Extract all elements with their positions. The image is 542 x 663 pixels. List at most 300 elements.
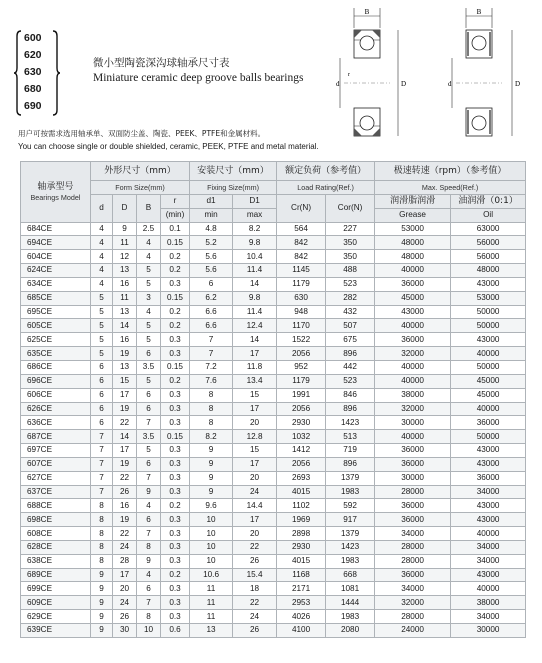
cell-cr: 952 bbox=[277, 360, 326, 374]
col-d: d bbox=[91, 194, 113, 222]
cell-d: 9 bbox=[91, 596, 113, 610]
cell-cr: 2898 bbox=[277, 527, 326, 541]
cell-r: 0.3 bbox=[161, 554, 190, 568]
cell-grease-speed: 34000 bbox=[375, 527, 451, 541]
cell-d: 9 bbox=[91, 568, 113, 582]
cell-D: 26 bbox=[113, 485, 137, 499]
cell-D: 16 bbox=[113, 333, 137, 347]
cell-cr: 1145 bbox=[277, 264, 326, 278]
cell-D: 11 bbox=[113, 236, 137, 250]
cell-cor: 432 bbox=[326, 305, 375, 319]
table-row bbox=[21, 554, 526, 568]
cell-r: 0.3 bbox=[161, 540, 190, 554]
cell-r: 0.15 bbox=[161, 360, 190, 374]
note-english: You can choose single or double shielded, ceramic, PEEK, PTFE and metal material. bbox=[18, 142, 319, 151]
cell-oil-speed: 40000 bbox=[451, 402, 526, 416]
cell-cr: 2693 bbox=[277, 471, 326, 485]
cell-oil-speed: 63000 bbox=[451, 222, 526, 236]
cell-D1: 10.4 bbox=[233, 250, 277, 264]
right-brace-icon bbox=[52, 30, 60, 116]
cell-model: 624CE bbox=[21, 264, 91, 278]
cell-d1: 10 bbox=[190, 527, 233, 541]
cell-D1: 22 bbox=[233, 596, 277, 610]
cell-grease-speed: 40000 bbox=[375, 319, 451, 333]
cell-B: 6 bbox=[137, 582, 161, 596]
cell-model: 688CE bbox=[21, 499, 91, 513]
cell-cr: 1991 bbox=[277, 388, 326, 402]
note-chinese: 用户可按需求选用轴承单、双面防尘盖、陶瓷、PEEK、PTFE和金属材料。 bbox=[18, 129, 266, 138]
cell-d1: 10 bbox=[190, 513, 233, 527]
load-rating-header-en: Load Rating(Ref.) bbox=[297, 182, 354, 192]
cell-D: 16 bbox=[113, 499, 137, 513]
cell-cor: 513 bbox=[326, 430, 375, 444]
cell-model: 685CE bbox=[21, 291, 91, 305]
cell-model: 699CE bbox=[21, 582, 91, 596]
series-item: 630 bbox=[24, 66, 42, 78]
cell-r: 0.2 bbox=[161, 568, 190, 582]
cell-D1: 15 bbox=[233, 388, 277, 402]
series-item: 620 bbox=[24, 49, 42, 61]
model-header bbox=[21, 162, 91, 223]
cell-cr: 842 bbox=[277, 250, 326, 264]
cell-B: 5 bbox=[137, 277, 161, 291]
cell-cor: 1081 bbox=[326, 582, 375, 596]
cell-B: 10 bbox=[137, 624, 161, 638]
cell-r: 0.3 bbox=[161, 610, 190, 624]
load-rating-header-cn: 额定负荷（参考值） bbox=[285, 166, 367, 176]
col-r-sub: (min) bbox=[161, 208, 190, 222]
cell-cr: 564 bbox=[277, 222, 326, 236]
cell-B: 3 bbox=[137, 291, 161, 305]
series-list bbox=[24, 30, 42, 115]
cell-model: 698CE bbox=[21, 513, 91, 527]
cell-d: 5 bbox=[91, 347, 113, 361]
cell-D: 9 bbox=[113, 222, 137, 236]
cell-cor: 1423 bbox=[326, 416, 375, 430]
cell-B: 6 bbox=[137, 347, 161, 361]
col-grease-en: Grease bbox=[375, 208, 451, 222]
cell-oil-speed: 34000 bbox=[451, 540, 526, 554]
cell-D: 14 bbox=[113, 319, 137, 333]
cell-oil-speed: 50000 bbox=[451, 360, 526, 374]
cell-d1: 13 bbox=[190, 624, 233, 638]
table-row bbox=[21, 291, 526, 305]
model-header-cn: 轴承型号 bbox=[37, 182, 74, 193]
cell-cr: 1412 bbox=[277, 444, 326, 458]
table-row bbox=[21, 388, 526, 402]
dim-D-label: D bbox=[401, 80, 407, 88]
cell-cr: 948 bbox=[277, 305, 326, 319]
cell-D1: 17 bbox=[233, 347, 277, 361]
cell-model: 639CE bbox=[21, 624, 91, 638]
table-row bbox=[21, 471, 526, 485]
cell-r: 0.3 bbox=[161, 277, 190, 291]
cell-D: 11 bbox=[113, 291, 137, 305]
cell-d: 6 bbox=[91, 402, 113, 416]
cell-oil-speed: 40000 bbox=[451, 527, 526, 541]
cell-r: 0.3 bbox=[161, 527, 190, 541]
cell-B: 5 bbox=[137, 374, 161, 388]
cell-oil-speed: 43000 bbox=[451, 277, 526, 291]
cell-B: 7 bbox=[137, 596, 161, 610]
cell-B: 3.5 bbox=[137, 430, 161, 444]
cell-d: 8 bbox=[91, 540, 113, 554]
cell-d1: 10 bbox=[190, 554, 233, 568]
cell-d1: 6.6 bbox=[190, 319, 233, 333]
cell-grease-speed: 34000 bbox=[375, 582, 451, 596]
cell-d1: 7 bbox=[190, 333, 233, 347]
cell-d: 8 bbox=[91, 513, 113, 527]
cell-cor: 282 bbox=[326, 291, 375, 305]
cell-oil-speed: 43000 bbox=[451, 499, 526, 513]
cell-B: 8 bbox=[137, 540, 161, 554]
cell-D: 16 bbox=[113, 277, 137, 291]
cell-cr: 2953 bbox=[277, 596, 326, 610]
cell-B: 5 bbox=[137, 319, 161, 333]
cell-B: 4 bbox=[137, 236, 161, 250]
cell-D: 13 bbox=[113, 360, 137, 374]
form-size-header bbox=[91, 162, 190, 181]
cell-cor: 442 bbox=[326, 360, 375, 374]
cell-cr: 1179 bbox=[277, 374, 326, 388]
cell-oil-speed: 38000 bbox=[451, 596, 526, 610]
cell-oil-speed: 45000 bbox=[451, 388, 526, 402]
cell-d: 8 bbox=[91, 554, 113, 568]
cell-oil-speed: 36000 bbox=[451, 471, 526, 485]
cell-d: 4 bbox=[91, 250, 113, 264]
cell-grease-speed: 45000 bbox=[375, 291, 451, 305]
cell-r: 0.3 bbox=[161, 388, 190, 402]
cell-D1: 14 bbox=[233, 277, 277, 291]
dim-r-label: r bbox=[348, 72, 350, 78]
cell-D: 19 bbox=[113, 402, 137, 416]
series-brace bbox=[14, 30, 54, 120]
form-size-header-en: Form Size(mm) bbox=[115, 182, 165, 192]
cell-r: 0.3 bbox=[161, 582, 190, 596]
cell-D: 22 bbox=[113, 471, 137, 485]
cell-model: 684CE bbox=[21, 222, 91, 236]
cell-D1: 14.4 bbox=[233, 499, 277, 513]
col-oil-cn: 油润滑（0:1） bbox=[458, 196, 518, 207]
cell-d: 5 bbox=[91, 333, 113, 347]
cell-D: 19 bbox=[113, 347, 137, 361]
table-row bbox=[21, 568, 526, 582]
cell-D: 13 bbox=[113, 305, 137, 319]
cell-oil-speed: 43000 bbox=[451, 333, 526, 347]
bearing-section-diagram-shielded bbox=[440, 6, 532, 146]
cell-grease-speed: 48000 bbox=[375, 250, 451, 264]
cell-cor: 675 bbox=[326, 333, 375, 347]
cell-D: 19 bbox=[113, 457, 137, 471]
cell-grease-speed: 36000 bbox=[375, 277, 451, 291]
cell-model: 696CE bbox=[21, 374, 91, 388]
cell-d1: 9 bbox=[190, 444, 233, 458]
table-row bbox=[21, 610, 526, 624]
cell-grease-speed: 38000 bbox=[375, 388, 451, 402]
col-r: r bbox=[161, 194, 190, 208]
series-item: 600 bbox=[24, 32, 42, 44]
cell-model: 626CE bbox=[21, 402, 91, 416]
cell-r: 0.2 bbox=[161, 264, 190, 278]
cell-d1: 11 bbox=[190, 596, 233, 610]
cell-cor: 1379 bbox=[326, 527, 375, 541]
cell-B: 7 bbox=[137, 471, 161, 485]
cell-r: 0.2 bbox=[161, 319, 190, 333]
cell-oil-speed: 53000 bbox=[451, 291, 526, 305]
cell-d1: 7.6 bbox=[190, 374, 233, 388]
cell-D1: 11.8 bbox=[233, 360, 277, 374]
cell-grease-speed: 40000 bbox=[375, 360, 451, 374]
cell-B: 8 bbox=[137, 610, 161, 624]
table-row bbox=[21, 485, 526, 499]
cell-r: 0.3 bbox=[161, 457, 190, 471]
cell-d: 8 bbox=[91, 499, 113, 513]
cell-cor: 592 bbox=[326, 499, 375, 513]
cell-oil-speed: 43000 bbox=[451, 568, 526, 582]
cell-d1: 6.2 bbox=[190, 291, 233, 305]
cell-model: 607CE bbox=[21, 457, 91, 471]
dim-d-label: d bbox=[448, 80, 452, 88]
cell-D1: 24 bbox=[233, 485, 277, 499]
cell-D: 24 bbox=[113, 596, 137, 610]
cell-B: 6 bbox=[137, 402, 161, 416]
cell-d1: 8.2 bbox=[190, 430, 233, 444]
table-row bbox=[21, 347, 526, 361]
cell-cor: 1444 bbox=[326, 596, 375, 610]
cell-r: 0.3 bbox=[161, 596, 190, 610]
cell-B: 4 bbox=[137, 250, 161, 264]
cell-D: 13 bbox=[113, 264, 137, 278]
dim-B-label: B bbox=[476, 8, 482, 16]
cell-D: 17 bbox=[113, 444, 137, 458]
cell-B: 9 bbox=[137, 554, 161, 568]
cell-D1: 17 bbox=[233, 402, 277, 416]
cell-D1: 14 bbox=[233, 333, 277, 347]
cell-B: 6 bbox=[137, 457, 161, 471]
cell-oil-speed: 43000 bbox=[451, 457, 526, 471]
table-row bbox=[21, 624, 526, 638]
cell-d: 5 bbox=[91, 291, 113, 305]
cell-r: 0.15 bbox=[161, 291, 190, 305]
cell-r: 0.3 bbox=[161, 471, 190, 485]
table-row bbox=[21, 444, 526, 458]
fixing-size-header-en: Fixing Size(mm) bbox=[207, 182, 260, 192]
table-row bbox=[21, 527, 526, 541]
col-cor: Cor(N) bbox=[326, 194, 375, 222]
cell-B: 5 bbox=[137, 444, 161, 458]
table-row bbox=[21, 264, 526, 278]
cell-model: 638CE bbox=[21, 554, 91, 568]
cell-r: 0.3 bbox=[161, 416, 190, 430]
cell-D: 12 bbox=[113, 250, 137, 264]
cell-model: 608CE bbox=[21, 527, 91, 541]
cell-oil-speed: 50000 bbox=[451, 305, 526, 319]
cell-cor: 896 bbox=[326, 402, 375, 416]
cell-model: 629CE bbox=[21, 610, 91, 624]
cell-d: 4 bbox=[91, 222, 113, 236]
cell-cor: 896 bbox=[326, 347, 375, 361]
cell-r: 0.1 bbox=[161, 222, 190, 236]
cell-model: 637CE bbox=[21, 485, 91, 499]
cell-cor: 1379 bbox=[326, 471, 375, 485]
cell-cor: 846 bbox=[326, 388, 375, 402]
table-row bbox=[21, 430, 526, 444]
cell-grease-speed: 36000 bbox=[375, 333, 451, 347]
cell-model: 627CE bbox=[21, 471, 91, 485]
cell-cor: 507 bbox=[326, 319, 375, 333]
cell-d1: 5.6 bbox=[190, 250, 233, 264]
table-row bbox=[21, 250, 526, 264]
cell-r: 0.3 bbox=[161, 333, 190, 347]
cell-cr: 2930 bbox=[277, 416, 326, 430]
cell-d: 7 bbox=[91, 430, 113, 444]
cell-cor: 350 bbox=[326, 250, 375, 264]
cell-oil-speed: 56000 bbox=[451, 250, 526, 264]
cell-oil-speed: 50000 bbox=[451, 319, 526, 333]
cell-cor: 488 bbox=[326, 264, 375, 278]
fixing-size-header bbox=[190, 162, 277, 181]
cell-cor: 1983 bbox=[326, 554, 375, 568]
cell-r: 0.2 bbox=[161, 250, 190, 264]
cell-oil-speed: 48000 bbox=[451, 264, 526, 278]
cell-d1: 6.6 bbox=[190, 305, 233, 319]
cell-d: 7 bbox=[91, 444, 113, 458]
max-speed-header-en: Max. Speed(Ref.) bbox=[421, 182, 479, 192]
cell-model: 634CE bbox=[21, 277, 91, 291]
cell-d: 6 bbox=[91, 388, 113, 402]
cell-d: 4 bbox=[91, 264, 113, 278]
cell-D1: 26 bbox=[233, 554, 277, 568]
cell-r: 0.6 bbox=[161, 624, 190, 638]
cell-cr: 4100 bbox=[277, 624, 326, 638]
table-row bbox=[21, 402, 526, 416]
cell-D1: 11.4 bbox=[233, 305, 277, 319]
cell-cor: 668 bbox=[326, 568, 375, 582]
cell-r: 0.3 bbox=[161, 402, 190, 416]
cell-grease-speed: 40000 bbox=[375, 264, 451, 278]
cell-d: 7 bbox=[91, 457, 113, 471]
col-d1-sub: min bbox=[190, 208, 233, 222]
cell-model: 605CE bbox=[21, 319, 91, 333]
cell-r: 0.3 bbox=[161, 347, 190, 361]
cell-oil-speed: 36000 bbox=[451, 416, 526, 430]
max-speed-header-cn: 极速转速（rpm）（参考值） bbox=[393, 166, 507, 176]
cell-oil-speed: 34000 bbox=[451, 485, 526, 499]
cell-oil-speed: 40000 bbox=[451, 582, 526, 596]
cell-cr: 2056 bbox=[277, 402, 326, 416]
table-body bbox=[21, 222, 526, 637]
cell-D1: 26 bbox=[233, 624, 277, 638]
cell-D1: 20 bbox=[233, 471, 277, 485]
cell-oil-speed: 34000 bbox=[451, 610, 526, 624]
col-D: D bbox=[113, 194, 137, 222]
cell-cr: 1170 bbox=[277, 319, 326, 333]
table-row bbox=[21, 305, 526, 319]
cell-D1: 17 bbox=[233, 457, 277, 471]
table-row bbox=[21, 374, 526, 388]
cell-cr: 842 bbox=[277, 236, 326, 250]
cell-model: 604CE bbox=[21, 250, 91, 264]
bearing-section-diagram-open bbox=[328, 6, 416, 146]
cell-D1: 15 bbox=[233, 444, 277, 458]
cell-B: 3.5 bbox=[137, 360, 161, 374]
cell-cor: 719 bbox=[326, 444, 375, 458]
cell-grease-speed: 28000 bbox=[375, 610, 451, 624]
cell-D1: 20 bbox=[233, 416, 277, 430]
cell-model: 689CE bbox=[21, 568, 91, 582]
cell-model: 609CE bbox=[21, 596, 91, 610]
cell-model: 636CE bbox=[21, 416, 91, 430]
col-cr: Cr(N) bbox=[277, 194, 326, 222]
max-speed-header bbox=[375, 162, 526, 181]
cell-model: 628CE bbox=[21, 540, 91, 554]
cell-D1: 22 bbox=[233, 540, 277, 554]
cell-B: 6 bbox=[137, 513, 161, 527]
series-item: 680 bbox=[24, 83, 42, 95]
cell-grease-speed: 36000 bbox=[375, 457, 451, 471]
cell-cor: 917 bbox=[326, 513, 375, 527]
cell-r: 0.3 bbox=[161, 444, 190, 458]
table-row bbox=[21, 582, 526, 596]
cell-cr: 2056 bbox=[277, 457, 326, 471]
fixing-size-header-cn: 安装尺寸（mm） bbox=[197, 166, 269, 176]
cell-D1: 12.4 bbox=[233, 319, 277, 333]
cell-grease-speed: 30000 bbox=[375, 416, 451, 430]
cell-r: 0.2 bbox=[161, 305, 190, 319]
cell-D: 24 bbox=[113, 540, 137, 554]
cell-D1: 15.4 bbox=[233, 568, 277, 582]
cell-d: 9 bbox=[91, 582, 113, 596]
cell-d: 9 bbox=[91, 610, 113, 624]
col-oil bbox=[451, 194, 526, 208]
cell-oil-speed: 43000 bbox=[451, 513, 526, 527]
cell-d: 6 bbox=[91, 360, 113, 374]
model-header-en: Bearings Model bbox=[30, 193, 81, 203]
table-row bbox=[21, 333, 526, 347]
cell-D1: 11.4 bbox=[233, 264, 277, 278]
cell-r: 0.2 bbox=[161, 499, 190, 513]
title-english: Miniature ceramic deep groove balls bearings bbox=[93, 72, 304, 84]
cell-oil-speed: 40000 bbox=[451, 347, 526, 361]
cell-D: 17 bbox=[113, 568, 137, 582]
table-row bbox=[21, 540, 526, 554]
cell-d: 4 bbox=[91, 277, 113, 291]
col-B: B bbox=[137, 194, 161, 222]
table-row bbox=[21, 513, 526, 527]
cell-D1: 9.8 bbox=[233, 236, 277, 250]
table-row bbox=[21, 222, 526, 236]
cell-D1: 20 bbox=[233, 527, 277, 541]
cell-D1: 24 bbox=[233, 610, 277, 624]
cell-cr: 4015 bbox=[277, 485, 326, 499]
cell-D: 19 bbox=[113, 513, 137, 527]
load-rating-header bbox=[277, 162, 375, 181]
cell-model: 695CE bbox=[21, 305, 91, 319]
cell-D1: 17 bbox=[233, 513, 277, 527]
cell-cr: 2930 bbox=[277, 540, 326, 554]
cell-d1: 7.2 bbox=[190, 360, 233, 374]
cell-oil-speed: 45000 bbox=[451, 374, 526, 388]
table-row bbox=[21, 277, 526, 291]
cell-d1: 4.8 bbox=[190, 222, 233, 236]
table-row bbox=[21, 319, 526, 333]
cell-cr: 2171 bbox=[277, 582, 326, 596]
cell-grease-speed: 48000 bbox=[375, 236, 451, 250]
cell-d1: 11 bbox=[190, 582, 233, 596]
cell-grease-speed: 28000 bbox=[375, 485, 451, 499]
cell-d1: 10 bbox=[190, 540, 233, 554]
cell-D: 30 bbox=[113, 624, 137, 638]
